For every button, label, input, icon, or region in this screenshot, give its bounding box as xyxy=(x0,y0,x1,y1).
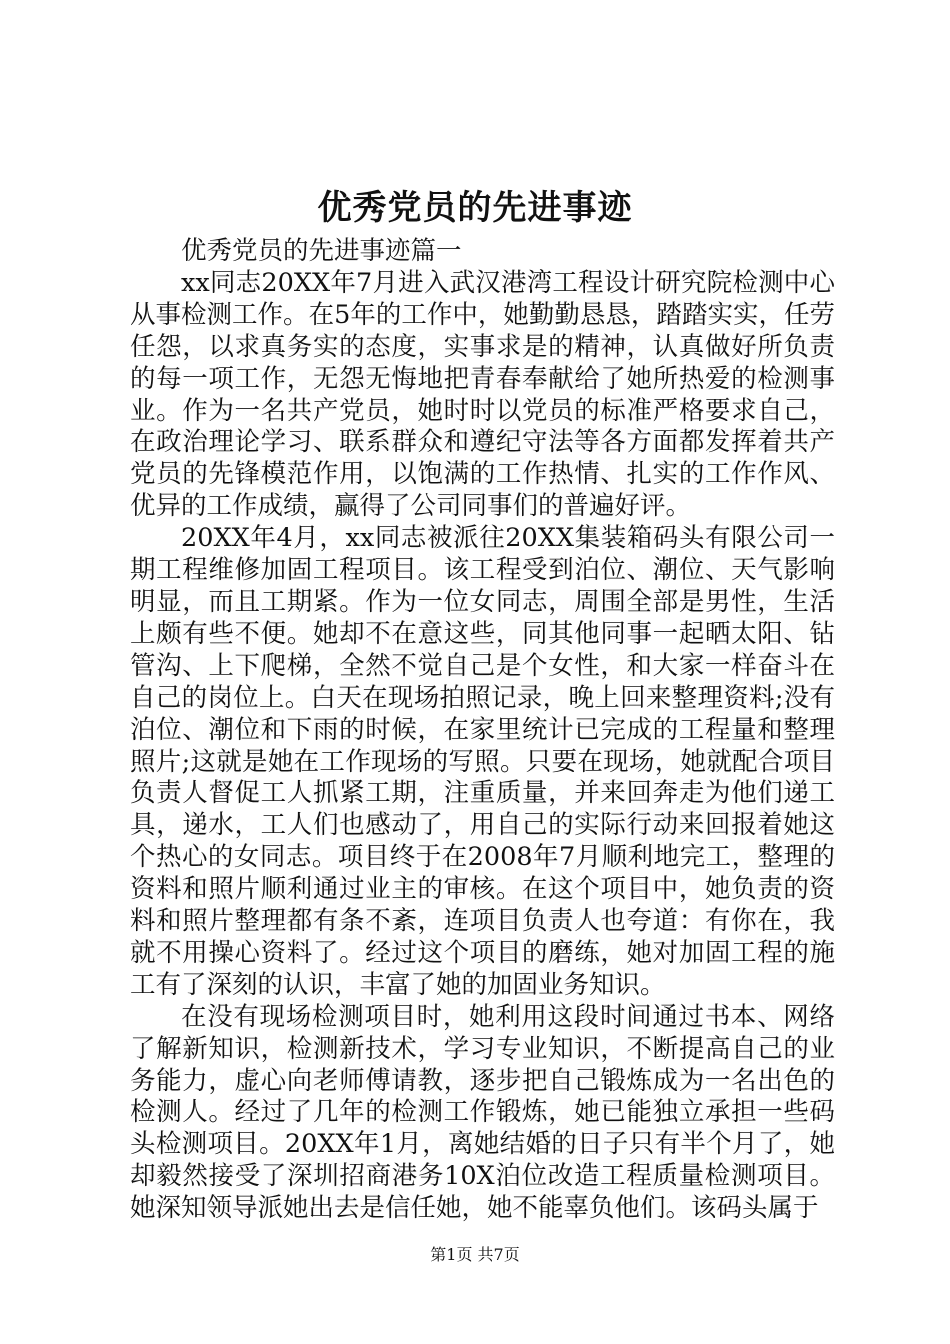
page-footer: 第1页 共7页 xyxy=(430,1245,520,1264)
document-title: 优秀党员的先进事迹 xyxy=(317,188,633,228)
document-body xyxy=(130,236,835,1225)
paragraph: 在没有现场检测项目时，她利用这段时间通过书本、网络了解新知识，检测新技术，学习专业知识，不断提高自己的业务能力，虚心向老师傅请教，逐步把自己锻炼成为一名出色的检测人。经过了几年的检测工作锻炼，她已能独立承担一些码头检测项目。20XX年1月，离她结婚的日子只有半个月了，她却毅然接受了深圳招商港务10X泊位改造工程质量检测项目。她深知领导派她出去是信任她，她不能辜负他们。该码头属于 xyxy=(130,1001,835,1224)
section-heading: 优秀党员的先进事迹篇一 xyxy=(181,236,462,266)
paragraph: 20XX年4月，xx同志被派往20XX集装箱码头有限公司一期工程维修加固工程项目。该工程受到泊位、潮位、天气影响明显，而且工期紧。作为一位女同志，周围全部是男性，生活上颇有些不便。她却不在意这些，同其他同事一起晒太阳、钻管沟、上下爬梯，全然不觉自己是个女性，和大家一样奋斗在自己的岗位上。白天在现场拍照记录，晚上回来整理资料;没有泊位、潮位和下雨的时候，在家里统计已完成的工程量和整理照片;这就是她在工作现场的写照。只要在现场，她就配合项目负责人督促工人抓紧工期，注重质量，并来回奔走为他们递工具，递水，工人们也感动了，用自己的实际行动来回报着她这个热心的女同志。项目终于在2008年7月顺利地完工，整理的资料和照片顺利通过业主的审核。在这个项目中，她负责的资料和照片整理都有条不紊，连项目负责人也夸道：有你在，我就不用操心资料了。经过这个项目的磨练，她对加固工程的施工有了深刻的认识，丰富了她的加固业务知识。 xyxy=(130,523,835,1000)
paragraph: xx同志20XX年7月进入武汉港湾工程设计研究院检测中心从事检测工作。在5年的工作中，她勤勤恳恳，踏踏实实，任劳任怨，以求真务实的态度，实事求是的精神，认真做好所负责的每一项工作，无怨无悔地把青春奉献给了她所热爱的检测事业。作为一名共产党员，她时时以党员的标准严格要求自己，在政治理论学习、联系群众和遵纪守法等各方面都发挥着共产党员的先锋模范作用，以饱满的工作热情、扎实的工作作风、优异的工作成绩，赢得了公司同事们的普遍好评。 xyxy=(130,267,835,522)
